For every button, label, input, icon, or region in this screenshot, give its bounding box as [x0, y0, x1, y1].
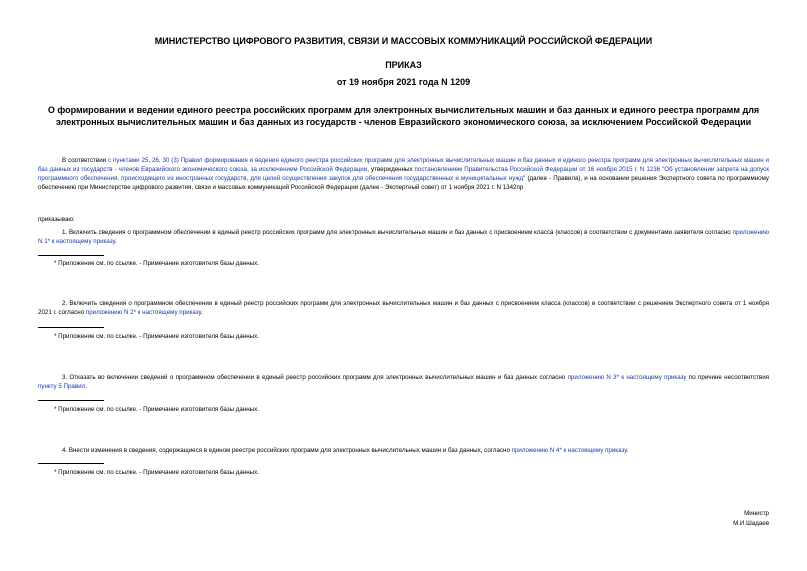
order-word: приказываю: — [38, 216, 75, 223]
footnote-4: * Приложение см. по ссылке. - Примечание изготовителя базы данных. — [54, 469, 259, 476]
footnote-separator — [38, 400, 104, 401]
footnote-3: * Приложение см. по ссылке. - Примечание изготовителя базы данных. — [54, 406, 259, 413]
document-title: О формировании и ведении единого реестра российских программ для электронных вычислительных машин и баз данных и единого реестра программ для электронных вычислительных машин и баз данных из государств - членов Евразийского экономического союза, за исключением Российской Федерации — [47, 105, 760, 127]
footnote-2: * Приложение см. по ссылке. - Примечание изготовителя базы данных. — [54, 333, 259, 340]
appendix-3-link[interactable]: приложению N 3* к настоящему приказу — [567, 374, 687, 381]
ministry-heading: МИНИСТЕРСТВО ЦИФРОВОГО РАЗВИТИЯ, СВЯЗИ И МАССОВЫХ КОММУНИКАЦИЙ РОССИЙСКОЙ ФЕДЕРАЦИИ — [154, 36, 653, 46]
preamble-paragraph — [38, 156, 769, 192]
item-4-tail: . — [626, 447, 629, 454]
appendix-4-link[interactable]: приложению N 4* к настоящему приказу — [511, 447, 627, 454]
date-number-heading: от 19 ноября 2021 года N 1209 — [336, 77, 471, 87]
footnote-1: * Приложение см. по ссылке. - Примечание изготовителя базы данных. — [54, 260, 259, 267]
order-item-4 — [38, 446, 769, 455]
document-type-heading: ПРИКАЗ — [385, 60, 422, 70]
item-3-text: 3. Отказать во включении сведений о программном обеспечении в единый реестр российских программ для электронных вычислительных машин и баз данных согласно — [62, 374, 568, 381]
footnote-separator — [38, 463, 104, 464]
signature-name: М.И.Шадаев — [733, 520, 769, 527]
footnote-separator — [38, 255, 104, 256]
signature-position: Министр — [744, 510, 769, 517]
item-3-tail: по причине несоответствия — [686, 374, 770, 381]
preamble-text-1: В соответствии — [62, 157, 109, 164]
item-4-text: 4. Внести изменения в сведения, содержащиеся в едином реестре российских программ для электронных вычислительных машин и баз данных, согласно — [62, 447, 512, 454]
item-2-tail: . — [200, 309, 203, 316]
resolution-link[interactable]: постановлением Правительства Российской Федерации от 16 ноября 2015 г. N 1236 "Об установлении запрета на допуск программного обеспечения, происходящего из иностранных государств, для целей осуществления закупок для обеспечения государственных и муниципальных нужд" — [38, 166, 769, 182]
order-item-2 — [38, 299, 769, 317]
item-1-tail: . — [115, 238, 117, 245]
preamble-text-3: (далее - Правила), и на основании решения Экспертного совета по программному обеспечению при Министерстве цифрового развития, связи и массовых коммуникаций Российской Федерации (далее - Экспертный совет) от 1 ноября 2021 г. N 1342пр — [38, 175, 769, 191]
order-item-3 — [38, 373, 769, 391]
rules-clause-5-link[interactable]: пункту 5 Правил — [38, 383, 86, 390]
appendix-1-link[interactable]: приложению N 1* к настоящему приказу — [38, 229, 769, 245]
item-1-text: 1. Включить сведения о программном обеспечении в единый реестр российских программ для электронных вычислительных машин и баз данных с присвоением класса (классов) в соответствии с документами заявителя согласно — [62, 229, 733, 236]
appendix-2-link[interactable]: приложению N 2* к настоящему приказу — [85, 309, 201, 316]
item-2-text: 2. Включить сведения о программном обеспечении в единый реестр российских программ для электронных вычислительных машин и баз данных с присвоением класса (классов) в соответствии с решением Экспертного совета от 1 ноября 2021 г. согласно — [38, 300, 769, 316]
item-3-tail-2: . — [85, 383, 87, 390]
preamble-text-2: , утвержденных — [367, 166, 415, 173]
rules-link[interactable]: с пунктами 25, 26, 30 (3) Правил формирования и ведения единого реестра российских программ для электронных вычислительных машин и баз данных и единого реестра программ для электронных вычислительных машин и баз данных из государств - членов Евразийского экономического союза, за исключением Российской Федерации — [38, 157, 769, 173]
footnote-separator — [38, 327, 104, 328]
order-item-1 — [38, 228, 769, 246]
